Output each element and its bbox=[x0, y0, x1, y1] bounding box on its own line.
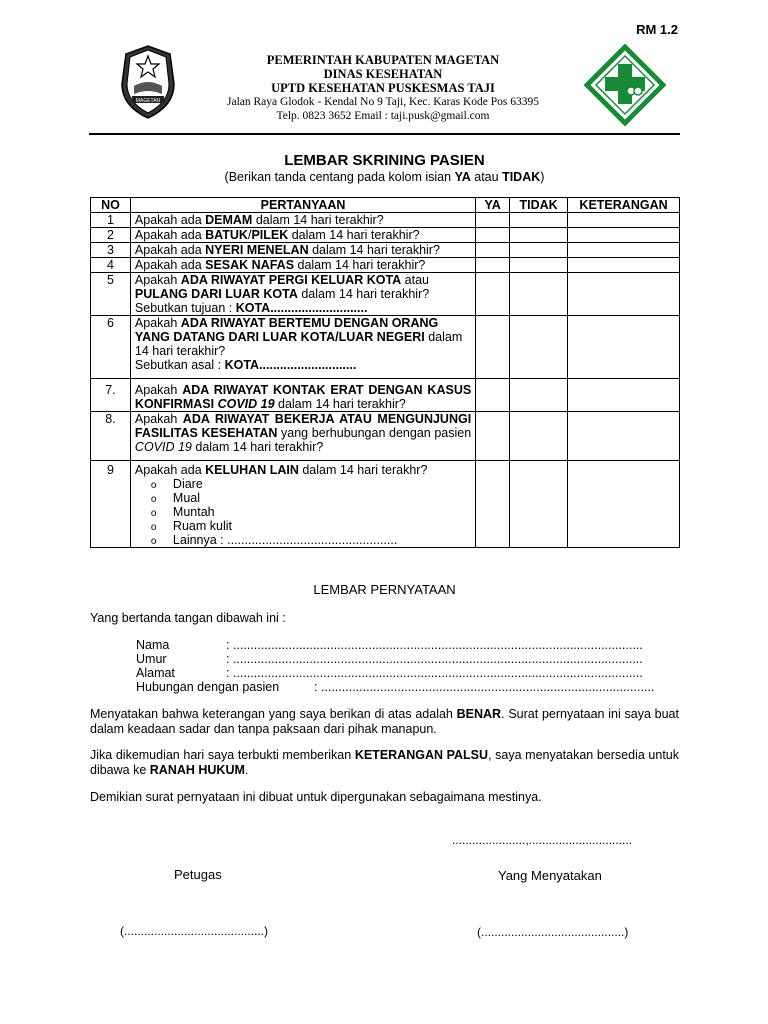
puskesmas-logo bbox=[584, 44, 666, 126]
table-row: 5 Apakah ADA RIWAYAT PERGI KELUAR KOTA atau PULANG DARI LUAR KOTA dalam 14 hari terakhir? Sebutkan tujuan : KOTA............................ bbox=[91, 273, 680, 316]
option-vomiting[interactable]: o Muntah bbox=[151, 505, 471, 519]
no-cell[interactable] bbox=[510, 273, 568, 316]
header-no-answer: TIDAK bbox=[510, 198, 568, 213]
option-other[interactable]: o Lainnya : ................................................. bbox=[151, 533, 471, 547]
question-text: Apakah ada KELUHAN LAIN dalam 14 hari terakhr? o Diare o Mual o Muntah o Ruam kulit o Lainnya : ................................................. bbox=[130, 461, 475, 548]
option-nausea[interactable]: o Mual bbox=[151, 491, 471, 505]
table-row: 9 Apakah ada KELUHAN LAIN dalam 14 hari terakhr? o Diare o Mual o Muntah o Ruam kulit o Lainnya : ................................................. bbox=[91, 461, 680, 548]
option-diarrhea[interactable]: o Diare bbox=[151, 477, 471, 491]
remarks-cell[interactable] bbox=[568, 213, 680, 228]
no-cell[interactable] bbox=[510, 213, 568, 228]
declaration-liability: Jika dikemudian hari saya terbukti memberikan KETERANGAN PALSU, saya menyatakan bersedia untuk dibawa ke RANAH HUKUM. bbox=[90, 748, 679, 777]
field-age[interactable]: Umur : ...................................................................................................................... bbox=[136, 652, 643, 666]
no-cell[interactable] bbox=[510, 379, 568, 412]
question-text: Apakah ADA RIWAYAT PERGI KELUAR KOTA atau PULANG DARI LUAR KOTA dalam 14 hari terakhir? Sebutkan tujuan : KOTA............................ bbox=[130, 273, 475, 316]
form-title: LEMBAR SKRINING PASIEN bbox=[284, 152, 485, 169]
declaration-intro: Yang bertanda tangan dibawah ini : bbox=[90, 611, 286, 625]
field-relationship[interactable]: Hubungan dengan pasien : ................................................................................................ bbox=[136, 680, 655, 694]
no-cell[interactable] bbox=[510, 461, 568, 548]
yes-cell[interactable] bbox=[476, 316, 510, 379]
field-address[interactable]: Alamat : ...................................................................................................................... bbox=[136, 666, 643, 680]
no-cell[interactable] bbox=[510, 258, 568, 273]
declaration-statement: Menyatakan bahwa keterangan yang saya berikan di atas adalah BENAR. Surat pernyataan ini saya buat dalam keadaan sadar dan tanpa paksaan dari pihak manapun. bbox=[90, 707, 679, 736]
document-code: RM 1.2 bbox=[636, 22, 678, 37]
question-text: Apakah ada SESAK NAFAS dalam 14 hari terakhir? bbox=[130, 258, 475, 273]
remarks-cell[interactable] bbox=[568, 228, 680, 243]
letterhead-divider bbox=[89, 133, 680, 135]
magetan-regency-emblem bbox=[118, 44, 178, 120]
place-date-line[interactable]: ......................,............................... bbox=[452, 833, 633, 847]
no-cell[interactable] bbox=[510, 228, 568, 243]
yes-cell[interactable] bbox=[476, 243, 510, 258]
question-text: Apakah ADA RIWAYAT BERTEMU DENGAN ORANG YANG DATANG DARI LUAR KOTA/LUAR NEGERI dalam 14 hari terakhir? Sebutkan asal : KOTA............................ bbox=[130, 316, 475, 379]
letterhead-unit: UPTD KESEHATAN PUSKESMAS TAJI bbox=[271, 81, 495, 95]
no-cell[interactable] bbox=[510, 316, 568, 379]
remarks-cell[interactable] bbox=[568, 243, 680, 258]
emblem-text: MAGETAN bbox=[135, 97, 161, 104]
table-row: 6 Apakah ADA RIWAYAT BERTEMU DENGAN ORANG YANG DATANG DARI LUAR KOTA/LUAR NEGERI dalam 14 hari terakhir? Sebutkan asal : KOTA............................ bbox=[91, 316, 680, 379]
officer-label: Petugas bbox=[174, 867, 222, 882]
letterhead bbox=[180, 53, 586, 123]
remarks-cell[interactable] bbox=[568, 273, 680, 316]
declarant-signature-line[interactable]: (...........................................) bbox=[477, 925, 629, 939]
header-yes: YA bbox=[476, 198, 510, 213]
declarant-label: Yang Menyatakan bbox=[498, 868, 602, 883]
yes-cell[interactable] bbox=[476, 379, 510, 412]
table-row: 8. Apakah ADA RIWAYAT BEKERJA ATAU MENGUNJUNGI FASILITAS KESEHATAN yang berhubungan dengan pasien COVID 19 dalam 14 hari terakhir? bbox=[91, 412, 680, 461]
no-cell[interactable] bbox=[510, 243, 568, 258]
yes-cell[interactable] bbox=[476, 412, 510, 461]
yes-cell[interactable] bbox=[476, 213, 510, 228]
no-cell[interactable] bbox=[510, 412, 568, 461]
letterhead-department: DINAS KESEHATAN bbox=[323, 67, 443, 81]
table-row: 7. Apakah ADA RIWAYAT KONTAK ERAT DENGAN KASUS KONFIRMASI COVID 19 dalam 14 hari terakhir? bbox=[91, 379, 680, 412]
header-question: PERTANYAAN bbox=[130, 198, 475, 213]
letterhead-government: PEMERINTAH KABUPATEN MAGETAN bbox=[266, 53, 500, 67]
officer-signature-line[interactable]: (..........................................) bbox=[120, 924, 269, 938]
remarks-cell[interactable] bbox=[568, 316, 680, 379]
remarks-cell[interactable] bbox=[568, 412, 680, 461]
remarks-cell[interactable] bbox=[568, 461, 680, 548]
table-header-row bbox=[91, 198, 680, 213]
letterhead-address: Jalan Raya Glodok - Kendal No 9 Taji, Kec. Karas Kode Pos 63395 bbox=[227, 96, 539, 108]
table-row: 1 Apakah ada DEMAM dalam 14 hari terakhir? bbox=[91, 213, 680, 228]
letterhead-contact: Telp. 0823 3652 Email : taji.pusk@gmail.com bbox=[276, 110, 490, 122]
declaration-title: LEMBAR PERNYATAAN bbox=[313, 582, 456, 597]
table-row: 2 Apakah ada BATUK/PILEK dalam 14 hari terakhir? bbox=[91, 228, 680, 243]
form-instruction: (Berikan tanda centang pada kolom isian YA atau TIDAK) bbox=[224, 170, 545, 184]
yes-cell[interactable] bbox=[476, 228, 510, 243]
field-name[interactable]: Nama : ...................................................................................................................... bbox=[136, 638, 643, 652]
option-skin-rash[interactable]: o Ruam kulit bbox=[151, 519, 471, 533]
yes-cell[interactable] bbox=[476, 461, 510, 548]
question-text: Apakah ADA RIWAYAT KONTAK ERAT DENGAN KASUS KONFIRMASI COVID 19 dalam 14 hari terakhir? bbox=[130, 379, 475, 412]
header-remarks: KETERANGAN bbox=[568, 198, 680, 213]
table-row: 3 Apakah ada NYERI MENELAN dalam 14 hari terakhir? bbox=[91, 243, 680, 258]
yes-cell[interactable] bbox=[476, 273, 510, 316]
question-text: Apakah ada BATUK/PILEK dalam 14 hari terakhir? bbox=[130, 228, 475, 243]
question-text: Apakah ada NYERI MENELAN dalam 14 hari terakhir? bbox=[130, 243, 475, 258]
remarks-cell[interactable] bbox=[568, 258, 680, 273]
question-text: Apakah ada DEMAM dalam 14 hari terakhir? bbox=[130, 213, 475, 228]
complaint-options bbox=[135, 477, 471, 547]
header-no: NO bbox=[91, 198, 131, 213]
table-row: 4 Apakah ada SESAK NAFAS dalam 14 hari terakhir? bbox=[91, 258, 680, 273]
declaration-closing: Demikian surat pernyataan ini dibuat untuk dipergunakan sebagaimana mestinya. bbox=[90, 790, 542, 804]
remarks-cell[interactable] bbox=[568, 379, 680, 412]
yes-cell[interactable] bbox=[476, 258, 510, 273]
screening-table bbox=[90, 197, 680, 548]
question-text: Apakah ADA RIWAYAT BEKERJA ATAU MENGUNJUNGI FASILITAS KESEHATAN yang berhubungan dengan pasien COVID 19 dalam 14 hari terakhir? bbox=[130, 412, 475, 461]
